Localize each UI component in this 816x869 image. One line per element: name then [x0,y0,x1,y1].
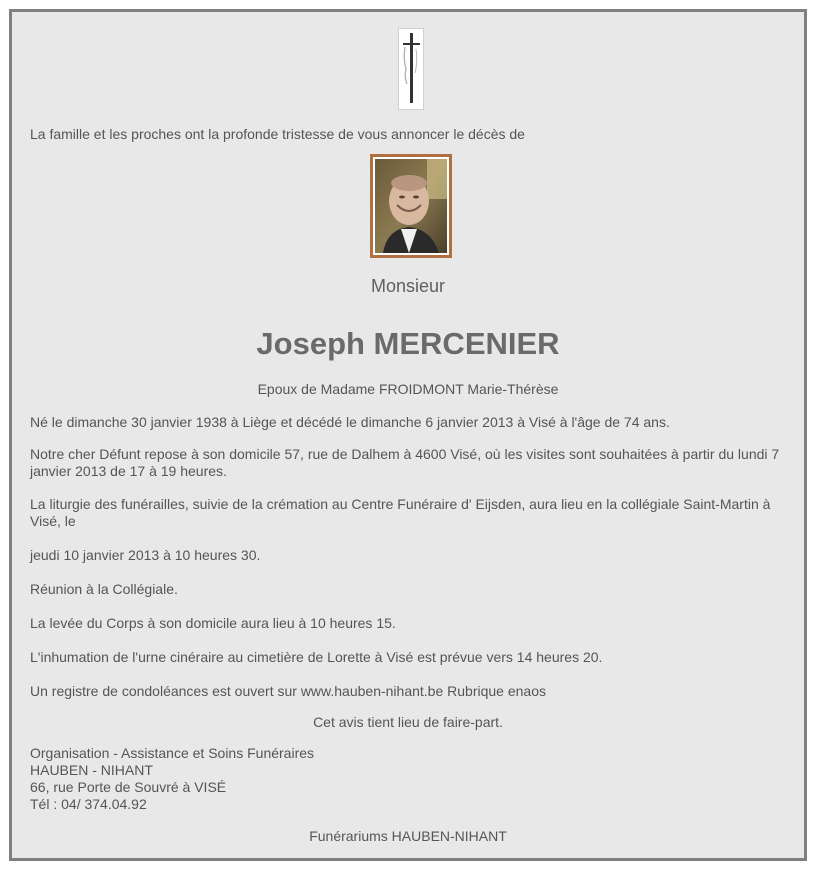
organisation-address: 66, rue Porte de Souvré à VISÉ [30,779,227,795]
condolence-register: Un registre de condoléances est ouvert sur www.hauben-nihant.be Rubrique enaos [30,683,546,699]
cross-image [398,28,424,110]
footer-text: Funérariums HAUBEN-NIHANT [309,828,507,844]
funeral-paragraph: La liturgie des funérailles, suivie de la crémation au Centre Funéraire d' Eijsden, aura lieu en la collégiale Saint-Martin à Visé, le [30,496,771,529]
portrait-photo [370,154,452,258]
meeting-place: Réunion à la Collégiale. [30,581,178,597]
spouse-line: Epoux de Madame FROIDMONT Marie-Thérèse [257,381,559,397]
intro-text: La famille et les proches ont la profonde tristesse de vous annoncer le décès de [30,126,525,142]
burial-paragraph: L'inhumation de l'urne cinéraire au cimetière de Lorette à Visé est prévue vers 14 heures 20. [30,649,603,665]
visitation-paragraph: Notre cher Défunt repose à son domicile 57, rue de Dalhem à 4600 Visé, où les visites sont souhaitées à partir du lundi 7 janvier 2013 de 17 à 19 heures. [30,446,780,479]
removal-paragraph: La levée du Corps à son domicile aura lieu à 10 heures 15. [30,615,396,631]
deceased-name: Joseph MERCENIER [256,326,560,361]
organisation-block [30,745,314,813]
organisation-name: HAUBEN - NIHANT [30,762,153,778]
organisation-line: Organisation - Assistance et Soins Funéraires [30,745,315,761]
honorific: Monsieur [370,276,446,296]
birth-death-paragraph: Né le dimanche 30 janvier 1938 à Liège et décédé le dimanche 6 janvier 2013 à Visé à l'âge de 74 ans. [30,414,670,430]
organisation-phone: Tél : 04/ 374.04.92 [30,796,147,812]
funeral-date: jeudi 10 janvier 2013 à 10 heures 30. [30,547,261,563]
cross-icon [399,29,423,109]
obituary-card [9,9,807,861]
notice-text: Cet avis tient lieu de faire-part. [313,714,503,730]
